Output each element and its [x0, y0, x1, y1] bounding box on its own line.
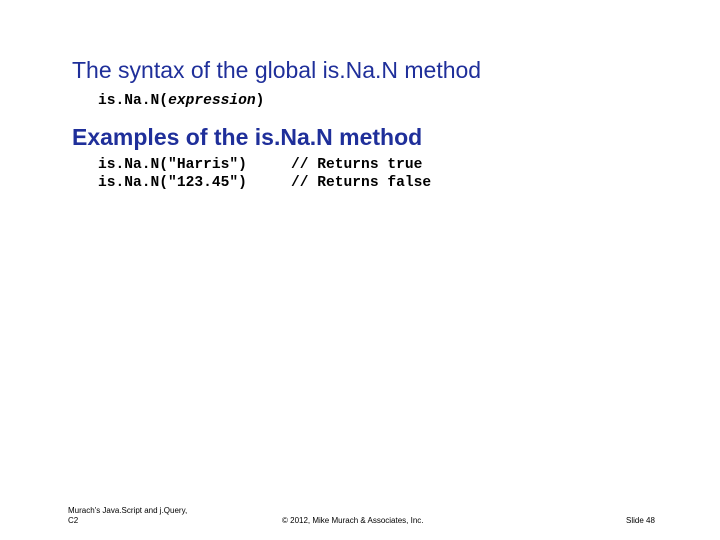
examples-heading: Examples of the is.Na.N method — [72, 124, 423, 150]
syntax-closing-paren: ) — [255, 93, 265, 109]
syntax-method-name: is.Na.N( — [98, 93, 169, 109]
example-comment: // Returns false — [291, 175, 432, 191]
footer-book-title — [68, 506, 187, 526]
footer-book-line: Murach's Java.Script and j.Query, — [68, 506, 188, 515]
footer-copyright: © 2012, Mike Murach & Associates, Inc. — [282, 516, 424, 525]
syntax-code-line — [98, 92, 264, 110]
syntax-heading: The syntax of the global is.Na.N method — [72, 57, 482, 83]
example-code: is.Na.N("123.45") — [98, 175, 247, 191]
example-code: is.Na.N("Harris") — [98, 157, 247, 173]
syntax-argument: expression — [168, 93, 256, 109]
example-comment: // Returns true — [291, 157, 423, 173]
footer-slide-number: Slide 48 — [626, 516, 655, 525]
footer-book-line: C2 — [68, 516, 79, 525]
